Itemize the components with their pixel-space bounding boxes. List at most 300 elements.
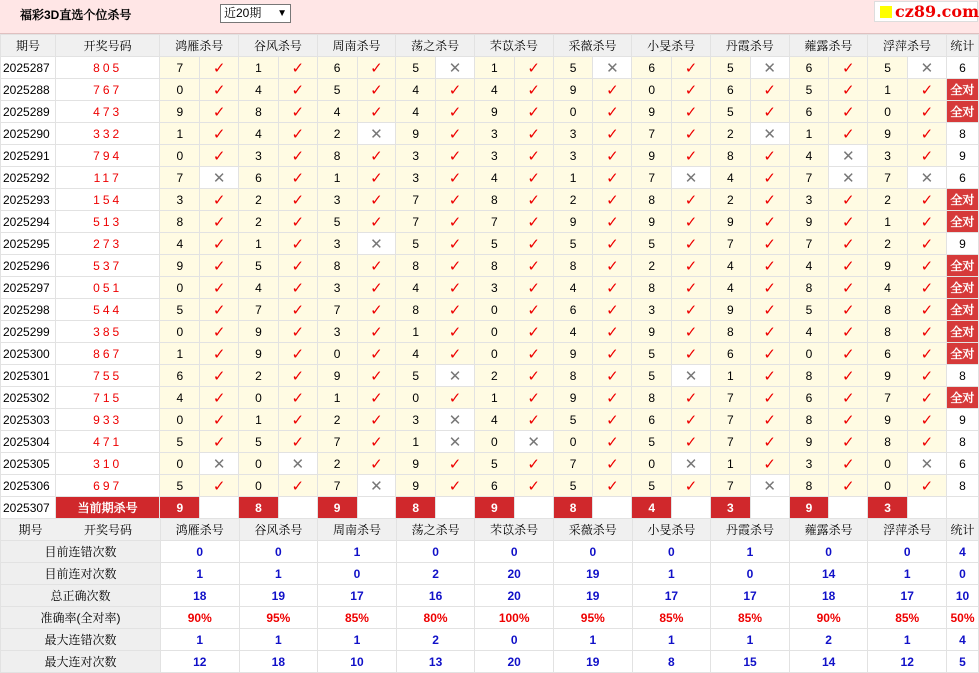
kill-number-cell: 7 bbox=[475, 211, 515, 233]
check-icon: ✓ bbox=[278, 475, 317, 497]
check-icon: ✓ bbox=[829, 475, 868, 497]
draw-number-cell: 755 bbox=[55, 365, 160, 387]
row-stat-cell: 8 bbox=[946, 475, 978, 497]
row-stat-cell: 8 bbox=[946, 365, 978, 387]
check-icon: ✓ bbox=[278, 365, 317, 387]
check-icon: ✓ bbox=[357, 145, 396, 167]
check-icon: ✓ bbox=[278, 431, 317, 453]
table-row bbox=[1, 233, 979, 255]
check-icon: ✓ bbox=[908, 79, 947, 101]
stats-header-cell: 蕹露杀号 bbox=[789, 519, 868, 541]
kill-number-cell: 8 bbox=[475, 255, 515, 277]
kill-number-cell: 8 bbox=[553, 255, 593, 277]
table-header bbox=[1, 35, 979, 57]
check-icon: ✓ bbox=[750, 233, 789, 255]
stats-value: 1 bbox=[239, 629, 318, 651]
check-icon: ✓ bbox=[908, 299, 947, 321]
check-icon: ✓ bbox=[278, 57, 317, 79]
site-logo[interactable] bbox=[874, 1, 978, 22]
empty-cell bbox=[593, 497, 632, 519]
period-cell: 2025302 bbox=[1, 387, 56, 409]
check-icon: ✓ bbox=[829, 387, 868, 409]
kill-number-cell: 0 bbox=[868, 453, 908, 475]
check-icon: ✓ bbox=[436, 79, 475, 101]
kill-number-cell: 5 bbox=[396, 365, 436, 387]
check-icon: ✓ bbox=[672, 431, 711, 453]
check-icon: ✓ bbox=[436, 277, 475, 299]
cross-icon: ✕ bbox=[436, 57, 475, 79]
cross-icon: ✕ bbox=[200, 167, 239, 189]
check-icon: ✓ bbox=[672, 299, 711, 321]
row-stat-cell: 全对 bbox=[946, 277, 978, 299]
check-icon: ✓ bbox=[593, 255, 632, 277]
stats-value: 20 bbox=[475, 563, 554, 585]
kill-number-cell: 5 bbox=[317, 79, 357, 101]
stats-value: 50% bbox=[947, 607, 979, 629]
page-title: 福彩3D直选个位杀号 bbox=[20, 8, 132, 22]
kill-number-cell: 1 bbox=[789, 123, 829, 145]
check-icon: ✓ bbox=[200, 321, 239, 343]
period-cell: 2025289 bbox=[1, 101, 56, 123]
cross-icon: ✕ bbox=[829, 167, 868, 189]
kill-number-cell: 7 bbox=[710, 387, 750, 409]
check-icon: ✓ bbox=[200, 211, 239, 233]
check-icon: ✓ bbox=[750, 189, 789, 211]
kill-number-cell: 0 bbox=[632, 79, 672, 101]
check-icon: ✓ bbox=[672, 123, 711, 145]
column-header: 谷风杀号 bbox=[239, 35, 318, 57]
period-select-value: 近20期 bbox=[224, 6, 262, 20]
stats-table bbox=[0, 518, 979, 673]
kill-number-cell: 6 bbox=[553, 299, 593, 321]
kill-number-cell: 0 bbox=[160, 79, 200, 101]
kill-number-cell: 5 bbox=[632, 365, 672, 387]
stats-value: 0 bbox=[160, 541, 239, 563]
check-icon: ✓ bbox=[908, 343, 947, 365]
stats-header-cell: 浮萍杀号 bbox=[868, 519, 947, 541]
kill-number-cell: 4 bbox=[160, 233, 200, 255]
kill-number-cell: 9 bbox=[632, 211, 672, 233]
kill-number-cell: 5 bbox=[396, 57, 436, 79]
kill-number-cell: 8 bbox=[632, 189, 672, 211]
check-icon: ✓ bbox=[357, 387, 396, 409]
kill-number-cell: 3 bbox=[475, 123, 515, 145]
kill-number-cell: 4 bbox=[789, 255, 829, 277]
check-icon: ✓ bbox=[672, 101, 711, 123]
kill-number-cell: 8 bbox=[710, 321, 750, 343]
check-icon: ✓ bbox=[593, 79, 632, 101]
kill-number-cell: 9 bbox=[868, 123, 908, 145]
row-stat-cell: 9 bbox=[946, 145, 978, 167]
stats-row bbox=[1, 629, 979, 651]
current-kill-value: 9 bbox=[789, 497, 829, 519]
stats-value: 1 bbox=[318, 541, 397, 563]
stats-value: 14 bbox=[789, 651, 868, 673]
check-icon: ✓ bbox=[357, 167, 396, 189]
check-icon: ✓ bbox=[200, 79, 239, 101]
kill-number-cell: 0 bbox=[868, 101, 908, 123]
check-icon: ✓ bbox=[278, 321, 317, 343]
kill-number-cell: 6 bbox=[710, 79, 750, 101]
kill-number-cell: 7 bbox=[317, 431, 357, 453]
stats-label: 总正确次数 bbox=[1, 585, 161, 607]
check-icon: ✓ bbox=[750, 431, 789, 453]
check-icon: ✓ bbox=[514, 79, 553, 101]
check-icon: ✓ bbox=[357, 101, 396, 123]
kill-number-cell: 0 bbox=[475, 299, 515, 321]
kill-number-cell: 3 bbox=[396, 409, 436, 431]
check-icon: ✓ bbox=[908, 409, 947, 431]
column-header: 统计 bbox=[946, 35, 978, 57]
current-kill-value: 8 bbox=[396, 497, 436, 519]
chevron-down-icon[interactable]: ▼ bbox=[277, 8, 287, 19]
cross-icon: ✕ bbox=[672, 167, 711, 189]
cross-icon: ✕ bbox=[829, 145, 868, 167]
check-icon: ✓ bbox=[200, 277, 239, 299]
period-cell: 2025287 bbox=[1, 57, 56, 79]
table-row bbox=[1, 365, 979, 387]
check-icon: ✓ bbox=[200, 57, 239, 79]
kill-number-cell: 6 bbox=[789, 387, 829, 409]
stats-value: 19 bbox=[553, 563, 632, 585]
kill-number-cell: 6 bbox=[475, 475, 515, 497]
check-icon: ✓ bbox=[593, 167, 632, 189]
kill-number-cell: 6 bbox=[317, 57, 357, 79]
kill-number-cell: 2 bbox=[553, 189, 593, 211]
stats-value: 85% bbox=[632, 607, 711, 629]
kill-number-cell: 4 bbox=[475, 167, 515, 189]
kill-number-cell: 8 bbox=[396, 255, 436, 277]
stats-value: 12 bbox=[160, 651, 239, 673]
period-cell: 2025299 bbox=[1, 321, 56, 343]
check-icon: ✓ bbox=[200, 189, 239, 211]
column-header: 采薇杀号 bbox=[553, 35, 632, 57]
kill-number-cell: 7 bbox=[317, 475, 357, 497]
check-icon: ✓ bbox=[908, 475, 947, 497]
row-stat-cell: 全对 bbox=[946, 189, 978, 211]
kill-number-cell: 4 bbox=[396, 79, 436, 101]
kill-number-cell: 9 bbox=[239, 343, 279, 365]
check-icon: ✓ bbox=[593, 321, 632, 343]
check-icon: ✓ bbox=[514, 277, 553, 299]
stats-header-row bbox=[1, 519, 979, 541]
kill-number-cell: 7 bbox=[317, 299, 357, 321]
kill-number-cell: 0 bbox=[868, 475, 908, 497]
logo-text: cz89.com bbox=[895, 2, 979, 21]
check-icon: ✓ bbox=[672, 343, 711, 365]
table-row bbox=[1, 453, 979, 475]
check-icon: ✓ bbox=[593, 145, 632, 167]
check-icon: ✓ bbox=[200, 145, 239, 167]
stats-header-cell: 芣苡杀号 bbox=[475, 519, 554, 541]
check-icon: ✓ bbox=[750, 101, 789, 123]
cross-icon: ✕ bbox=[593, 57, 632, 79]
check-icon: ✓ bbox=[593, 453, 632, 475]
stats-value: 15 bbox=[711, 651, 790, 673]
stats-value: 0 bbox=[475, 541, 554, 563]
kill-number-cell: 8 bbox=[868, 299, 908, 321]
stats-label: 目前连对次数 bbox=[1, 563, 161, 585]
column-header: 周南杀号 bbox=[317, 35, 396, 57]
stats-header-cell: 采薇杀号 bbox=[553, 519, 632, 541]
current-kill-value: 9 bbox=[160, 497, 200, 519]
kill-number-cell: 9 bbox=[868, 255, 908, 277]
check-icon: ✓ bbox=[514, 233, 553, 255]
check-icon: ✓ bbox=[908, 233, 947, 255]
kill-number-cell: 3 bbox=[632, 299, 672, 321]
kill-number-cell: 9 bbox=[553, 211, 593, 233]
kill-number-cell: 5 bbox=[789, 299, 829, 321]
stats-value: 0 bbox=[711, 563, 790, 585]
check-icon: ✓ bbox=[200, 387, 239, 409]
kill-number-cell: 5 bbox=[789, 79, 829, 101]
kill-number-cell: 9 bbox=[868, 365, 908, 387]
empty-cell bbox=[829, 497, 868, 519]
check-icon: ✓ bbox=[593, 343, 632, 365]
check-icon: ✓ bbox=[672, 233, 711, 255]
stats-value: 19 bbox=[553, 651, 632, 673]
check-icon: ✓ bbox=[357, 409, 396, 431]
row-stat-cell: 全对 bbox=[946, 255, 978, 277]
stats-value: 14 bbox=[789, 563, 868, 585]
column-header: 蕹露杀号 bbox=[789, 35, 868, 57]
check-icon: ✓ bbox=[278, 233, 317, 255]
stats-value: 85% bbox=[318, 607, 397, 629]
kill-number-cell: 4 bbox=[239, 123, 279, 145]
check-icon: ✓ bbox=[278, 123, 317, 145]
stats-value: 1 bbox=[239, 563, 318, 585]
check-icon: ✓ bbox=[278, 189, 317, 211]
stats-value: 90% bbox=[160, 607, 239, 629]
period-cell: 2025293 bbox=[1, 189, 56, 211]
kill-number-cell: 4 bbox=[475, 79, 515, 101]
kill-number-cell: 0 bbox=[239, 453, 279, 475]
kill-number-cell: 9 bbox=[632, 101, 672, 123]
kill-number-cell: 6 bbox=[632, 409, 672, 431]
check-icon: ✓ bbox=[829, 101, 868, 123]
check-icon: ✓ bbox=[436, 167, 475, 189]
check-icon: ✓ bbox=[200, 365, 239, 387]
check-icon: ✓ bbox=[908, 431, 947, 453]
kill-number-cell: 5 bbox=[710, 57, 750, 79]
row-stat-cell: 9 bbox=[946, 409, 978, 431]
check-icon: ✓ bbox=[593, 101, 632, 123]
kill-number-cell: 6 bbox=[710, 343, 750, 365]
kill-number-cell: 7 bbox=[160, 167, 200, 189]
stats-value: 12 bbox=[868, 651, 947, 673]
stats-value: 0 bbox=[947, 563, 979, 585]
cross-icon: ✕ bbox=[357, 123, 396, 145]
kill-number-cell: 5 bbox=[553, 57, 593, 79]
draw-number-cell: 473 bbox=[55, 101, 160, 123]
kill-number-cell: 8 bbox=[789, 365, 829, 387]
table-row bbox=[1, 299, 979, 321]
kill-number-cell: 3 bbox=[475, 145, 515, 167]
kill-number-cell: 0 bbox=[160, 321, 200, 343]
column-header: 荡之杀号 bbox=[396, 35, 475, 57]
stats-value: 1 bbox=[632, 563, 711, 585]
stats-label: 目前连错次数 bbox=[1, 541, 161, 563]
check-icon: ✓ bbox=[514, 387, 553, 409]
kill-number-cell: 1 bbox=[710, 365, 750, 387]
check-icon: ✓ bbox=[750, 365, 789, 387]
stats-value: 0 bbox=[868, 541, 947, 563]
check-icon: ✓ bbox=[514, 57, 553, 79]
kill-number-cell: 1 bbox=[239, 233, 279, 255]
kill-number-cell: 2 bbox=[239, 365, 279, 387]
draw-number-cell: 867 bbox=[55, 343, 160, 365]
period-cell: 2025288 bbox=[1, 79, 56, 101]
period-cell: 2025296 bbox=[1, 255, 56, 277]
kill-number-cell: 9 bbox=[160, 101, 200, 123]
draw-number-cell: 697 bbox=[55, 475, 160, 497]
check-icon: ✓ bbox=[278, 145, 317, 167]
check-icon: ✓ bbox=[357, 343, 396, 365]
kill-number-cell: 5 bbox=[632, 343, 672, 365]
check-icon: ✓ bbox=[593, 365, 632, 387]
stats-value: 0 bbox=[396, 541, 475, 563]
check-icon: ✓ bbox=[200, 233, 239, 255]
check-icon: ✓ bbox=[750, 299, 789, 321]
stats-header-cell bbox=[1, 519, 161, 541]
check-icon: ✓ bbox=[200, 475, 239, 497]
period-cell: 2025292 bbox=[1, 167, 56, 189]
kill-number-cell: 4 bbox=[239, 277, 279, 299]
kill-number-cell: 8 bbox=[160, 211, 200, 233]
check-icon: ✓ bbox=[672, 387, 711, 409]
period-cell: 2025304 bbox=[1, 431, 56, 453]
kill-number-cell: 4 bbox=[868, 277, 908, 299]
kill-number-cell: 4 bbox=[475, 409, 515, 431]
current-kill-value: 9 bbox=[475, 497, 515, 519]
stats-value: 1 bbox=[868, 629, 947, 651]
column-header: 芣苡杀号 bbox=[475, 35, 554, 57]
check-icon: ✓ bbox=[908, 321, 947, 343]
row-stat-cell: 8 bbox=[946, 431, 978, 453]
kill-number-cell: 3 bbox=[160, 189, 200, 211]
check-icon: ✓ bbox=[672, 255, 711, 277]
kill-number-cell: 8 bbox=[239, 101, 279, 123]
cross-icon: ✕ bbox=[200, 453, 239, 475]
cross-icon: ✕ bbox=[908, 453, 947, 475]
kill-number-cell: 9 bbox=[553, 387, 593, 409]
current-kill-value: 9 bbox=[317, 497, 357, 519]
stats-value: 17 bbox=[632, 585, 711, 607]
period-select[interactable] bbox=[220, 4, 291, 23]
kill-number-cell: 0 bbox=[396, 387, 436, 409]
kill-number-cell: 3 bbox=[396, 167, 436, 189]
current-kill-value: 8 bbox=[553, 497, 593, 519]
kill-number-cell: 7 bbox=[710, 475, 750, 497]
check-icon: ✓ bbox=[436, 255, 475, 277]
kill-number-cell: 1 bbox=[317, 167, 357, 189]
kill-number-cell: 2 bbox=[710, 123, 750, 145]
check-icon: ✓ bbox=[829, 79, 868, 101]
check-icon: ✓ bbox=[514, 167, 553, 189]
kill-number-cell: 4 bbox=[710, 167, 750, 189]
check-icon: ✓ bbox=[908, 277, 947, 299]
stats-value: 4 bbox=[947, 629, 979, 651]
kill-number-cell: 0 bbox=[475, 321, 515, 343]
check-icon: ✓ bbox=[278, 299, 317, 321]
table-row bbox=[1, 211, 979, 233]
kill-number-cell: 0 bbox=[553, 101, 593, 123]
cross-icon: ✕ bbox=[672, 453, 711, 475]
stats-value: 20 bbox=[475, 651, 554, 673]
stats-row bbox=[1, 541, 979, 563]
kill-number-cell: 2 bbox=[710, 189, 750, 211]
stats-value: 13 bbox=[396, 651, 475, 673]
kill-number-cell: 0 bbox=[789, 343, 829, 365]
stats-header-cell: 荡之杀号 bbox=[396, 519, 475, 541]
kill-number-cell: 4 bbox=[789, 321, 829, 343]
draw-number-cell: 715 bbox=[55, 387, 160, 409]
kill-number-cell: 8 bbox=[553, 365, 593, 387]
kill-number-cell: 9 bbox=[710, 211, 750, 233]
kill-number-cell: 8 bbox=[789, 475, 829, 497]
kill-number-cell: 9 bbox=[396, 123, 436, 145]
kill-number-cell: 5 bbox=[475, 453, 515, 475]
kill-number-cell: 4 bbox=[317, 101, 357, 123]
kill-number-cell: 7 bbox=[789, 167, 829, 189]
stats-value: 80% bbox=[396, 607, 475, 629]
check-icon: ✓ bbox=[514, 453, 553, 475]
stats-value: 0 bbox=[239, 541, 318, 563]
check-icon: ✓ bbox=[514, 299, 553, 321]
empty-cell bbox=[672, 497, 711, 519]
kill-number-cell: 7 bbox=[789, 233, 829, 255]
stats-value: 0 bbox=[318, 563, 397, 585]
empty-cell bbox=[514, 497, 553, 519]
table-row bbox=[1, 101, 979, 123]
check-icon: ✓ bbox=[593, 277, 632, 299]
kill-number-cell: 2 bbox=[868, 233, 908, 255]
check-icon: ✓ bbox=[514, 123, 553, 145]
check-icon: ✓ bbox=[436, 321, 475, 343]
stats-value: 2 bbox=[789, 629, 868, 651]
row-stat-cell: 6 bbox=[946, 57, 978, 79]
row-stat-cell: 全对 bbox=[946, 387, 978, 409]
cross-icon: ✕ bbox=[672, 365, 711, 387]
kill-number-cell: 0 bbox=[553, 431, 593, 453]
period-cell: 2025294 bbox=[1, 211, 56, 233]
kill-number-cell: 1 bbox=[396, 321, 436, 343]
draw-number-cell: 117 bbox=[55, 167, 160, 189]
stats-value: 0 bbox=[632, 541, 711, 563]
check-icon: ✓ bbox=[829, 255, 868, 277]
check-icon: ✓ bbox=[672, 211, 711, 233]
table-row bbox=[1, 475, 979, 497]
kill-number-cell: 2 bbox=[317, 409, 357, 431]
draw-number-cell: 310 bbox=[55, 453, 160, 475]
cross-icon: ✕ bbox=[436, 365, 475, 387]
column-header: 丹霞杀号 bbox=[710, 35, 789, 57]
check-icon: ✓ bbox=[436, 211, 475, 233]
kill-number-cell: 0 bbox=[160, 277, 200, 299]
check-icon: ✓ bbox=[514, 189, 553, 211]
kill-number-cell: 4 bbox=[553, 277, 593, 299]
period-cell: 2025298 bbox=[1, 299, 56, 321]
check-icon: ✓ bbox=[436, 299, 475, 321]
kill-number-cell: 8 bbox=[317, 255, 357, 277]
check-icon: ✓ bbox=[514, 365, 553, 387]
stats-value: 85% bbox=[868, 607, 947, 629]
check-icon: ✓ bbox=[593, 233, 632, 255]
check-icon: ✓ bbox=[593, 211, 632, 233]
check-icon: ✓ bbox=[750, 211, 789, 233]
check-icon: ✓ bbox=[829, 299, 868, 321]
check-icon: ✓ bbox=[908, 123, 947, 145]
